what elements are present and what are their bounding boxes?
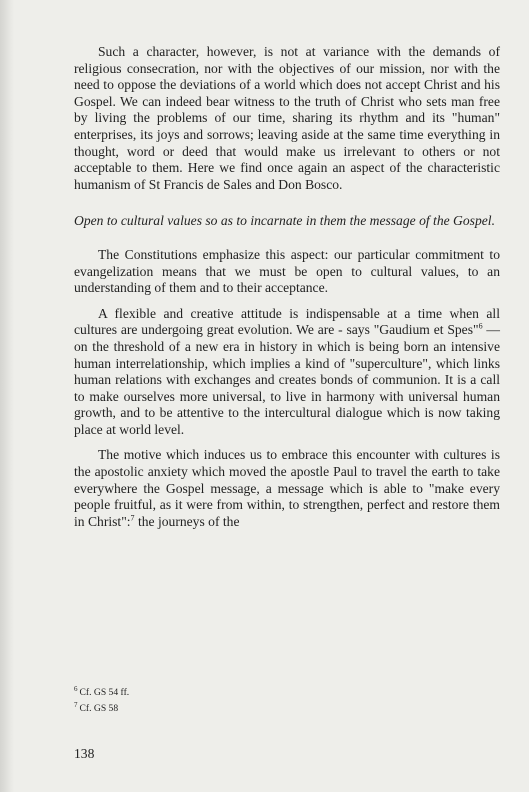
footnote [74,699,129,715]
footnote [74,683,129,699]
paragraph-constitutions: The Constitutions emphasize this aspect: our particular commitment to evangelization means that we must be open to cultural values, to an understanding of them and to their acceptance. [74,246,500,296]
paragraph-flexible-attitude-text-b: — on the threshold of a new era in history in which is being born an intensive human interrelationship, which implies a kind of "superculture", which links human relations with exchanges and creates bonds of communion. It is a call to make ourselves more universal, to live in harmony with universal human growth, and to be attentive to the intercultural dialogue which is now taking place at world level. [74,322,500,437]
paragraph-motive [74,447,500,530]
footnote-ref-6: 6 [478,321,483,331]
footnotes [74,683,129,715]
paragraph-flexible-attitude-text-a: A flexible and creative attitude is indispensable at a time when all cultures are undergoing great evolution. We are - says "Gaudium et Spes" [74,305,500,338]
page-number: 138 [74,746,95,761]
footnote-number: 7 [74,701,78,710]
footnote-text: Cf. GS 58 [79,703,119,715]
section-heading: Open to cultural values so as to incarnate in them the message of the Gospel. [74,213,495,229]
body-text [74,44,500,530]
paragraph-motive-text-a: The motive which induces us to embrace this encounter with cultures is the apostolic anxiety which moved the apostle Paul to travel the earth to take everywhere the Gospel message, a message which is able to "make every people fruitful, as it were from within, to strengthen, perfect and restore them in Christ": [74,447,500,529]
footnote-text: Cf. GS 54 ff. [79,687,130,699]
paragraph-motive-text-b: the journeys of the [134,513,240,529]
paragraph-character: Such a character, however, is not at variance with the demands of religious consecration, nor with the objectives of our mission, nor with the need to oppose the deviations of a world which does not accept Christ and his Gospel. We can indeed bear witness to the truth of Christ who sets man free by living the problems of our time, sharing its rhythm and its "human" enterprises, its joys and sorrows; leaving aside at the same time everything in thought, word or deed that would make us irrelevant to others or not acceptable to them. Here we find once again an aspect of the characteristic humanism of St Francis de Sales and Don Bosco. [74,44,500,192]
footnote-number: 6 [74,685,78,693]
footnote-ref-7: 7 [130,513,135,523]
paragraph-flexible-attitude [74,306,500,439]
